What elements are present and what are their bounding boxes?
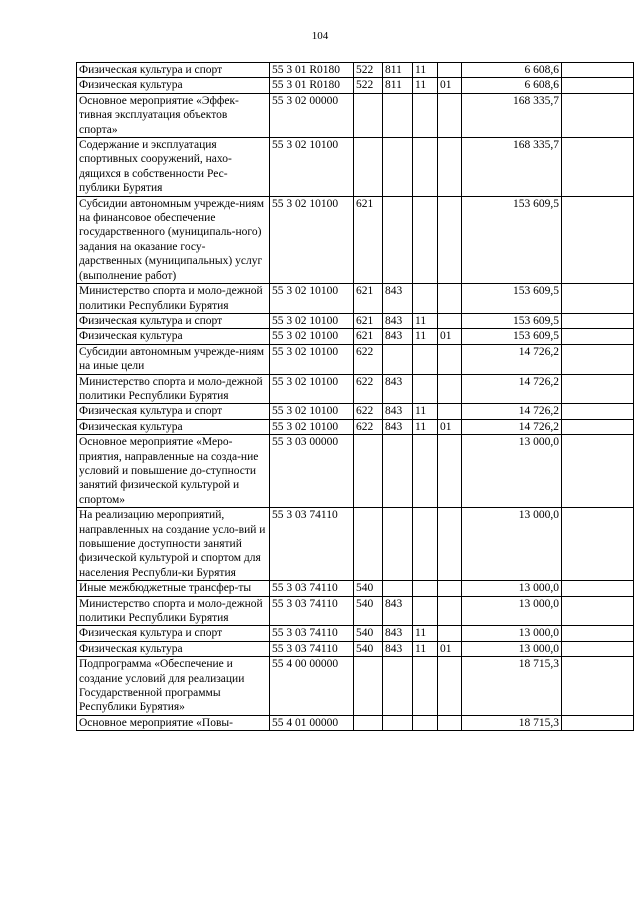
cell-amount: 153 609,5 [462,284,562,314]
cell-ministry-code [383,715,413,730]
cell-empty [562,93,634,137]
cell-subsection [438,715,462,730]
table-row [77,626,634,641]
cell-subsection [438,596,462,626]
cell-section: 11 [413,329,438,344]
cell-amount: 14 726,2 [462,374,562,404]
cell-subsection [438,374,462,404]
cell-name: Физическая культура [77,329,270,344]
cell-section: 11 [413,63,438,78]
cell-ministry-code: 811 [383,63,413,78]
table-row [77,329,634,344]
cell-ministry-code: 843 [383,641,413,656]
cell-section [413,596,438,626]
cell-target-code: 55 3 01 R0180 [270,63,354,78]
cell-subsection [438,626,462,641]
cell-target-code: 55 3 02 10100 [270,329,354,344]
cell-empty [562,374,634,404]
table-row [77,196,634,283]
cell-section [413,657,438,716]
cell-empty [562,626,634,641]
cell-target-code: 55 3 02 10100 [270,284,354,314]
table-row [77,435,634,508]
cell-name: Физическая культура и спорт [77,626,270,641]
cell-target-code: 55 3 02 10100 [270,344,354,374]
cell-target-code: 55 3 03 00000 [270,435,354,508]
cell-target-code: 55 3 03 74110 [270,581,354,596]
cell-ministry-code: 843 [383,374,413,404]
cell-subsection: 01 [438,419,462,434]
table-row [77,581,634,596]
cell-name: Физическая культура [77,78,270,93]
cell-expense-type: 540 [354,626,383,641]
cell-empty [562,657,634,716]
cell-empty [562,313,634,328]
cell-section: 11 [413,419,438,434]
cell-amount: 153 609,5 [462,329,562,344]
cell-expense-type: 522 [354,78,383,93]
cell-ministry-code [383,93,413,137]
cell-section: 11 [413,626,438,641]
table-row [77,93,634,137]
table-row [77,284,634,314]
cell-ministry-code [383,581,413,596]
cell-name: Субсидии автономным учрежде-ниям на иные цели [77,344,270,374]
table-body [77,63,634,731]
cell-amount: 6 608,6 [462,63,562,78]
cell-section: 11 [413,404,438,419]
cell-empty [562,344,634,374]
cell-expense-type [354,138,383,197]
cell-empty [562,329,634,344]
cell-empty [562,715,634,730]
cell-amount: 14 726,2 [462,344,562,374]
cell-empty [562,284,634,314]
cell-expense-type: 621 [354,284,383,314]
cell-expense-type: 522 [354,63,383,78]
cell-ministry-code: 843 [383,284,413,314]
cell-ministry-code [383,435,413,508]
cell-target-code: 55 4 00 00000 [270,657,354,716]
table-row [77,715,634,730]
table-row [77,596,634,626]
cell-empty [562,138,634,197]
cell-ministry-code [383,196,413,283]
cell-amount: 6 608,6 [462,78,562,93]
cell-section [413,284,438,314]
cell-target-code: 55 3 01 R0180 [270,78,354,93]
cell-ministry-code: 811 [383,78,413,93]
cell-amount: 18 715,3 [462,715,562,730]
table-row [77,313,634,328]
cell-section [413,196,438,283]
cell-amount: 153 609,5 [462,313,562,328]
cell-empty [562,596,634,626]
cell-name: На реализацию мероприятий, направленных на создание усло-вий и повышение доступности занятий физической культурой и спортом для населения Республи-ки Бурятия [77,508,270,581]
cell-amount: 13 000,0 [462,626,562,641]
cell-section [413,344,438,374]
cell-section [413,435,438,508]
cell-name: Подпрограмма «Обеспечение и создание условий для реализации Государственной программы Республики Бурятия» [77,657,270,716]
cell-section: 11 [413,641,438,656]
cell-expense-type [354,657,383,716]
cell-section [413,93,438,137]
cell-amount: 13 000,0 [462,508,562,581]
cell-amount: 13 000,0 [462,641,562,656]
table-row [77,138,634,197]
table-row [77,657,634,716]
cell-expense-type [354,93,383,137]
cell-amount: 13 000,0 [462,596,562,626]
cell-target-code: 55 4 01 00000 [270,715,354,730]
cell-name: Физическая культура [77,419,270,434]
cell-target-code: 55 3 02 00000 [270,93,354,137]
table-row [77,344,634,374]
cell-target-code: 55 3 02 10100 [270,313,354,328]
cell-empty [562,581,634,596]
cell-name: Физическая культура и спорт [77,63,270,78]
cell-name: Субсидии автономным учрежде-ниям на финансовое обеспечение государственного (муниципаль-ного) задания на оказание госу-дарственных (муниципальных) услуг (выполнение работ) [77,196,270,283]
cell-name: Физическая культура и спорт [77,313,270,328]
cell-target-code: 55 3 02 10100 [270,196,354,283]
cell-section [413,715,438,730]
cell-expense-type: 540 [354,641,383,656]
cell-expense-type [354,715,383,730]
table-row [77,641,634,656]
cell-subsection [438,581,462,596]
cell-name: Министерство спорта и моло-дежной политики Республики Бурятия [77,374,270,404]
cell-expense-type: 622 [354,404,383,419]
table-row [77,78,634,93]
cell-amount: 14 726,2 [462,419,562,434]
cell-section: 11 [413,78,438,93]
cell-subsection [438,435,462,508]
cell-empty [562,419,634,434]
cell-subsection [438,344,462,374]
cell-subsection: 01 [438,329,462,344]
cell-ministry-code [383,138,413,197]
cell-empty [562,63,634,78]
cell-name: Физическая культура [77,641,270,656]
cell-target-code: 55 3 02 10100 [270,419,354,434]
cell-target-code: 55 3 02 10100 [270,404,354,419]
cell-target-code: 55 3 03 74110 [270,641,354,656]
cell-name: Иные межбюджетные трансфер-ты [77,581,270,596]
cell-subsection [438,404,462,419]
cell-empty [562,435,634,508]
cell-subsection [438,138,462,197]
page-number: 104 [311,30,329,42]
cell-expense-type [354,508,383,581]
cell-expense-type: 621 [354,313,383,328]
cell-subsection: 01 [438,641,462,656]
cell-subsection: 01 [438,78,462,93]
cell-section [413,374,438,404]
cell-subsection [438,63,462,78]
cell-subsection [438,196,462,283]
cell-ministry-code: 843 [383,404,413,419]
cell-ministry-code: 843 [383,329,413,344]
cell-name: Основное мероприятие «Эффек-тивная эксплуатация объектов спорта» [77,93,270,137]
cell-amount: 13 000,0 [462,581,562,596]
cell-ministry-code: 843 [383,626,413,641]
cell-target-code: 55 3 03 74110 [270,508,354,581]
cell-empty [562,196,634,283]
cell-subsection [438,93,462,137]
cell-section [413,581,438,596]
cell-empty [562,641,634,656]
cell-section: 11 [413,313,438,328]
cell-ministry-code: 843 [383,596,413,626]
cell-empty [562,404,634,419]
cell-empty [562,78,634,93]
cell-ministry-code [383,508,413,581]
table-row [77,419,634,434]
cell-name: Основное мероприятие «Меро-приятия, направленные на созда-ние условий и повышение до-ступности занятий физической культурой и спортом» [77,435,270,508]
cell-amount: 153 609,5 [462,196,562,283]
cell-amount: 168 335,7 [462,93,562,137]
budget-table [76,62,634,731]
cell-subsection [438,508,462,581]
cell-amount: 168 335,7 [462,138,562,197]
cell-target-code: 55 3 02 10100 [270,374,354,404]
cell-amount: 14 726,2 [462,404,562,419]
table-row [77,63,634,78]
cell-ministry-code: 843 [383,313,413,328]
table-row [77,508,634,581]
cell-subsection [438,657,462,716]
cell-name: Министерство спорта и моло-дежной политики Республики Бурятия [77,284,270,314]
cell-target-code: 55 3 03 74110 [270,626,354,641]
cell-section [413,138,438,197]
cell-name: Содержание и эксплуатация спортивных сооружений, нахо-дящихся в собственности Рес-публики Бурятия [77,138,270,197]
cell-ministry-code: 843 [383,419,413,434]
table-row [77,374,634,404]
cell-expense-type: 621 [354,329,383,344]
cell-target-code: 55 3 03 74110 [270,596,354,626]
cell-expense-type: 622 [354,344,383,374]
cell-expense-type: 621 [354,196,383,283]
table-row [77,404,634,419]
cell-ministry-code [383,344,413,374]
cell-expense-type: 540 [354,596,383,626]
cell-target-code: 55 3 02 10100 [270,138,354,197]
cell-expense-type: 622 [354,419,383,434]
cell-name: Основное мероприятие «Повы- [77,715,270,730]
cell-subsection [438,284,462,314]
cell-empty [562,508,634,581]
cell-amount: 13 000,0 [462,435,562,508]
cell-expense-type [354,435,383,508]
cell-name: Физическая культура и спорт [77,404,270,419]
cell-subsection [438,313,462,328]
cell-section [413,508,438,581]
cell-amount: 18 715,3 [462,657,562,716]
cell-name: Министерство спорта и моло-дежной политики Республики Бурятия [77,596,270,626]
cell-ministry-code [383,657,413,716]
cell-expense-type: 622 [354,374,383,404]
cell-expense-type: 540 [354,581,383,596]
